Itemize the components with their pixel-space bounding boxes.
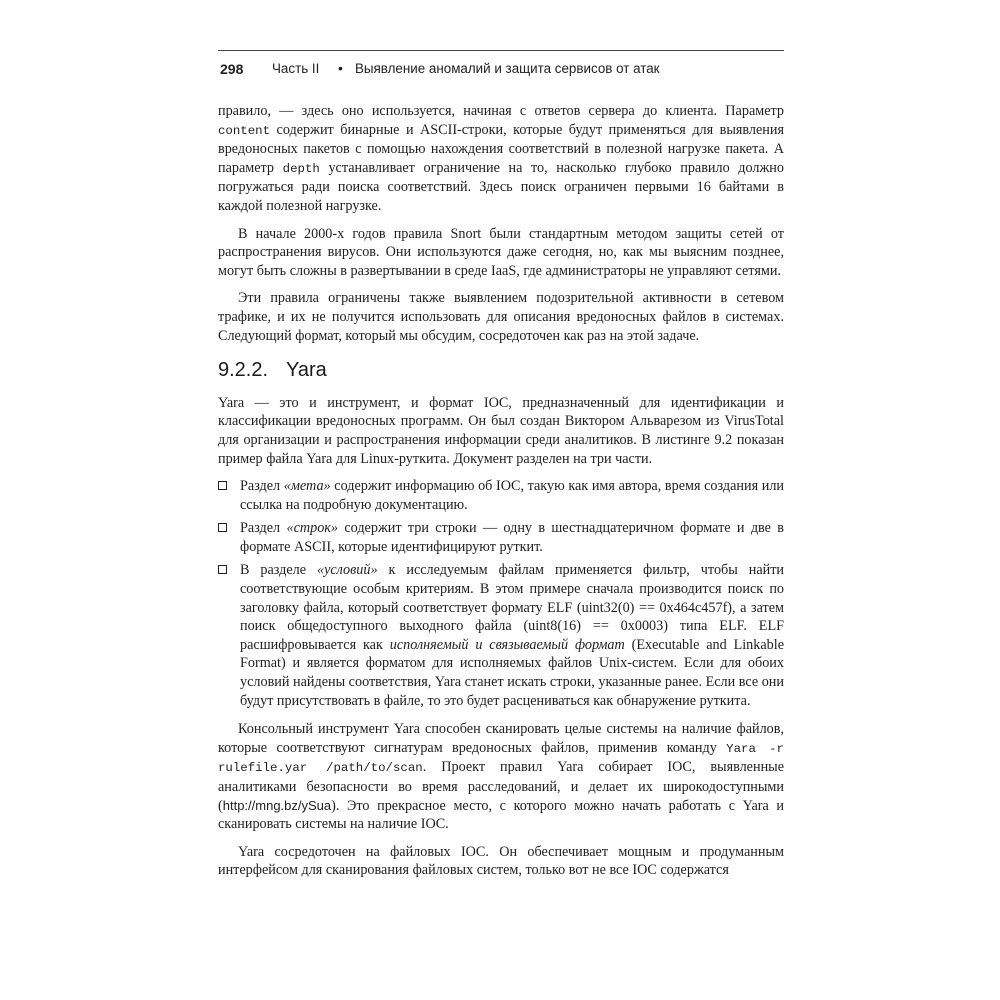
paragraph-5	[218, 720, 784, 834]
text-run: . Проект правил Yara собирает IOC, выявленные аналитиками безопасности во время расследований, и делает их широкодоступными (	[218, 759, 784, 814]
paragraph-4: Yara — это и инструмент, и формат IOC, предназначенный для идентификации и классификации вредоносных программ. Он был создан Виктором Альварезом из VirusTotal для организации и распространения информации среди аналитиков. В листинге 9.2 показан пример файла Yara для Linux-руткита. Документ разделен на три части.	[218, 394, 784, 467]
emphasis: «строк»	[286, 520, 339, 537]
text-run: устанавливает ограничение на то, насколько глубоко правило должно погружаться ради поиска соответствий. Здесь поиск ограничен первыми 16 байтами в каждой полезной нагрузке.	[218, 159, 784, 214]
text-run: правило, — здесь оно используется, начиная с ответов сервера до клиента. Параметр	[218, 103, 784, 119]
text-run: содержит информацию об IOC, такую как имя автора, время создания или ссылка на подробную документацию.	[240, 478, 784, 513]
checkbox-bullet-icon	[218, 565, 227, 574]
text-run: к исследуемым файлам применяется фильтр, чтобы найти соответствующие особым критериям. В этом примере сначала производится поиск по заголовку файла, который соответствует формату ELF (uint32(0) == 0x464c457f), а затем поиск общедоступного выходного файла (uint8(16) == 0x0003) типа ELF. ELF расшифровывается как	[240, 562, 784, 653]
code-depth: depth	[282, 161, 320, 176]
checkbox-bullet-icon	[218, 523, 227, 532]
emphasis: исполняемый и связываемый формат	[389, 636, 625, 653]
emphasis: «мета»	[283, 478, 331, 495]
paragraph-1	[218, 102, 784, 216]
body-text	[218, 102, 784, 889]
running-header	[218, 50, 784, 80]
text-run: содержит бинарные и ASCII-строки, которые будут применяться для выявления вредоносных пакетов с помощью нахождения соответствий в полезной нагрузке пакета. А параметр	[218, 121, 784, 176]
url-link[interactable]: http://mng.bz/ySua	[222, 797, 332, 813]
code-content: content	[218, 123, 271, 138]
section-number: 9.2.2.	[218, 359, 269, 382]
text-run: содержит три строки — одну в шестнадцатеричном формате и две в формате ASCII, которые идентифицируют руткит.	[240, 520, 784, 555]
chapter-title: Выявление аномалий и защита сервисов от атак	[355, 61, 660, 76]
text-run: (Executable and Linkable Format) и является форматом для исполняемых файлов Unix-систем. Если для обоих условий найдены соответствия, Yara станет искать строки, указанные ранее. Если все они будут присутствовать в файле, то это будет расцениваться как обнаружение руткита.	[240, 636, 784, 709]
page-number: 298	[220, 61, 244, 77]
section-title: Yara	[286, 359, 327, 382]
list-item	[218, 561, 784, 710]
list-item	[218, 519, 784, 556]
paragraph-6: Yara сосредоточен на файловых IOC. Он обеспечивает мощным и продуманным интерфейсом для сканирования файловых систем, только вот не все IOC содержатся	[218, 843, 784, 879]
text-run: Консольный инструмент Yara способен сканировать целые системы на наличие файлов, которые соответствуют сигнатурам вредоносных файлов, применив команду	[218, 721, 784, 756]
header-bullet: •	[338, 60, 343, 76]
part-label: Часть II	[272, 61, 320, 76]
code-command: Yara -r rulefile.yar /path/to/scan	[218, 741, 784, 776]
list-item	[218, 477, 784, 514]
text-run: В разделе	[240, 562, 317, 579]
section-heading	[218, 361, 784, 380]
paragraph-2: В начале 2000-х годов правила Snort были стандартным методом защиты сетей от распространения вирусов. Они используются даже сегодня, но, как мы выясним позднее, могут быть сложны в развертывании в среде IaaS, где администраторы не управляют сетями.	[218, 225, 784, 279]
text-run: Раздел	[240, 478, 284, 495]
emphasis: «условий»	[316, 562, 378, 579]
bullet-list	[218, 477, 784, 710]
book-page	[218, 50, 784, 950]
text-run: Раздел	[240, 520, 287, 537]
checkbox-bullet-icon	[218, 481, 227, 490]
paragraph-3: Эти правила ограничены также выявлением подозрительной активности в сетевом трафике, и их не получится использовать для описания вредоносных файлов в системах. Следующий формат, который мы обсудим, сосредоточен как раз на этой задаче.	[218, 290, 784, 344]
text-run: ). Это прекрасное место, с которого можно начать работать с Yara и сканировать системы на наличие IOC.	[218, 797, 784, 833]
